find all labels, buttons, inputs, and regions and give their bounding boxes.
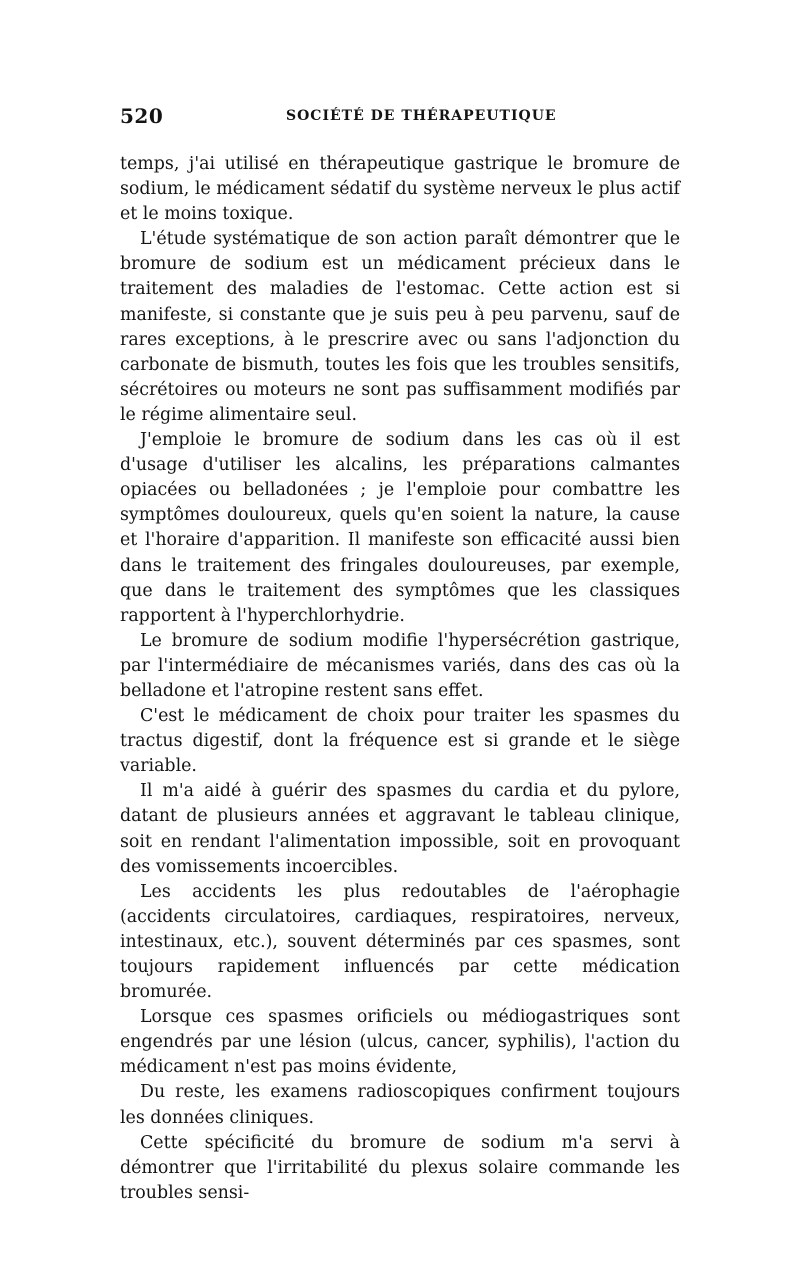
page-number: 520: [120, 104, 164, 128]
paragraph: Le bromure de sodium modifie l'hypersécrétion gastrique, par l'intermédiaire de mécanismes variés, dans des cas où la belladone et l'atropine restent sans effet.: [120, 630, 680, 701]
paragraph: Lorsque ces spasmes orificiels ou médiogastriques sont engendrés par une lésion (ulcus, cancer, syphilis), l'action du médicament n'est pas moins évidente,: [120, 1007, 680, 1078]
paragraph: L'étude systématique de son action paraît démontrer que le bromure de sodium est un médicament précieux dans le traitement des maladies de l'estomac. Cette action est si manifeste, si constante que je suis peu à peu parvenu, sauf de rares exceptions, à le prescrire avec ou sans l'adjonction du carbonate de bismuth, toutes les fois que les troubles sensitifs, sécrétoires ou moteurs ne sont pas suffisamment modifiés par le régime alimentaire seul.: [120, 229, 680, 425]
paragraph: Du reste, les examens radioscopiques confirment toujours les données cliniques.: [120, 1082, 680, 1128]
paragraph: Cette spécificité du bromure de sodium m'a servi à démontrer que l'irritabilité du plexus solaire commande les troubles sensi-: [120, 1132, 680, 1203]
page-header: [120, 104, 680, 134]
paragraph: C'est le médicament de choix pour traiter les spasmes du tractus digestif, dont la fréquence est si grande et le siège variable.: [120, 706, 680, 777]
body-text: [120, 152, 680, 1206]
running-title: SOCIÉTÉ DE THÉRAPEUTIQUE: [286, 108, 557, 124]
paragraph: temps, j'ai utilisé en thérapeutique gastrique le bromure de sodium, le médicament sédatif du système nerveux le plus actif et le moins toxique.: [120, 154, 680, 225]
paragraph: J'emploie le bromure de sodium dans les cas où il est d'usage d'utiliser les alcalins, les préparations calmantes opiacées ou belladonées ; je l'emploie pour combattre les symptômes douloureux, quels qu'en soient la nature, la cause et l'horaire d'apparition. Il manifeste son efficacité aussi bien dans le traitement des fringales douloureuses, par exemple, que dans le traitement des symptômes que les classiques rapportent à l'hyperchlorhydrie.: [120, 430, 680, 626]
paragraph: Les accidents les plus redoutables de l'aérophagie (accidents circulatoires, cardiaques, respiratoires, nerveux, intestinaux, etc.), souvent déterminés par ces spasmes, sont toujours rapidement influencés par cette médication bromurée.: [120, 881, 680, 1003]
paragraph: Il m'a aidé à guérir des spasmes du cardia et du pylore, datant de plusieurs années et aggravant le tableau clinique, soit en rendant l'alimentation impossible, soit en provoquant des vomissements incoercibles.: [120, 781, 680, 877]
